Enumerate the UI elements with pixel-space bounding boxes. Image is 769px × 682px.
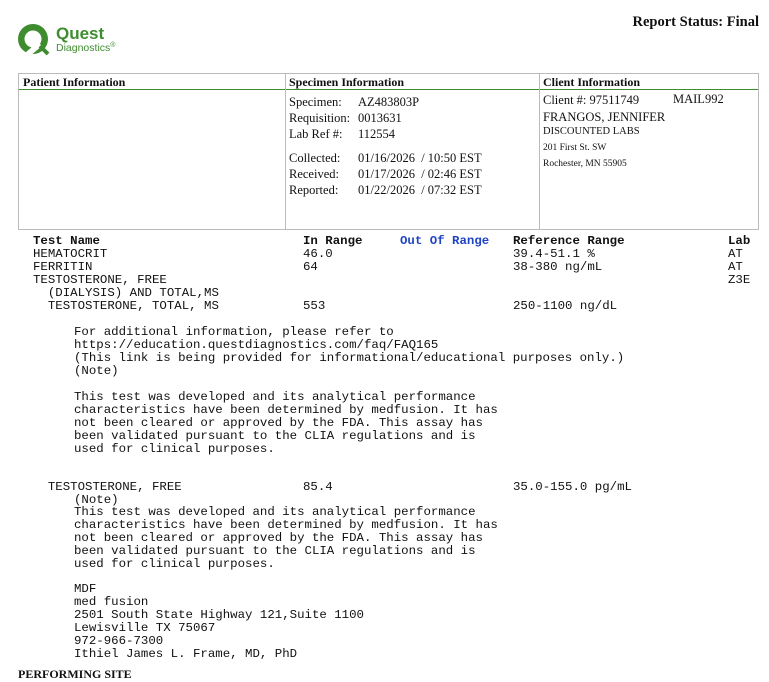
- received-label: Received:: [289, 167, 339, 181]
- note-line: not been cleared or approved by the FDA. This assay has: [74, 531, 483, 545]
- reference-range: 35.0-155.0 pg/mL: [513, 480, 632, 494]
- col-reference-range: Reference Range: [513, 234, 625, 248]
- in-range-value: 46.0: [303, 247, 333, 261]
- specimen-label: Specimen:: [289, 95, 342, 109]
- note-link: https://education.questdiagnostics.com/faq/FAQ165: [74, 338, 439, 352]
- info-table: [18, 73, 759, 230]
- col-test-name: Test Name: [33, 234, 100, 248]
- lab-code: AT: [728, 247, 743, 261]
- note-line: (This link is being provided for informational/educational purposes only.): [74, 351, 625, 365]
- requisition-label: Requisition:: [289, 111, 351, 125]
- note-line: been validated pursuant to the CLIA regulations and is: [74, 544, 476, 558]
- collected-value: 01/16/2026 / 10:50 EST: [358, 151, 482, 165]
- site-line: MDF: [74, 582, 97, 596]
- in-range-value: 553: [303, 299, 326, 313]
- labref-label: Lab Ref #:: [289, 127, 343, 141]
- note-line: used for clinical purposes.: [74, 442, 275, 456]
- client-number: Client #: 97511749: [543, 93, 640, 107]
- client-lab: DISCOUNTED LABS: [543, 126, 640, 137]
- note-line: not been cleared or approved by the FDA. This assay has: [74, 416, 483, 430]
- test-name: (DIALYSIS) AND TOTAL,MS: [33, 286, 219, 300]
- patient-header: Patient Information: [19, 74, 285, 90]
- note-line: This test was developed and its analytical performance: [74, 390, 476, 404]
- col-lab: Lab: [728, 234, 751, 248]
- site-line: Lewisville TX 75067: [74, 621, 216, 635]
- quest-logo-icon: [16, 22, 52, 58]
- test-name: TESTOSTERONE, TOTAL, MS: [33, 299, 219, 313]
- reported-label: Reported:: [289, 183, 339, 197]
- in-range-value: 85.4: [303, 480, 333, 494]
- note-line: characteristics have been determined by medfusion. It has: [74, 518, 498, 532]
- labref-value: 112554: [358, 127, 396, 141]
- note-line: characteristics have been determined by medfusion. It has: [74, 403, 498, 417]
- site-line: Ithiel James L. Frame, MD, PhD: [74, 647, 298, 661]
- col-out-of-range: Out Of Range: [400, 234, 490, 248]
- brand-name: Quest: [56, 24, 105, 43]
- quest-logo: [16, 20, 126, 60]
- received-value: 01/17/2026 / 02:46 EST: [358, 167, 482, 181]
- site-line: med fusion: [74, 595, 149, 609]
- brand-sub: Diagnostics®: [56, 42, 116, 54]
- note-label: (Note): [74, 493, 119, 507]
- client-name: FRANGOS, JENNIFER: [543, 110, 666, 124]
- report-status: Report Status: Final: [632, 14, 759, 30]
- lab-code: AT: [728, 260, 743, 274]
- requisition-value: 0013631: [358, 111, 402, 125]
- in-range-value: 64: [303, 260, 318, 274]
- test-name: HEMATOCRIT: [33, 247, 108, 261]
- test-name: TESTOSTERONE, FREE: [33, 273, 167, 287]
- reported-value: 01/22/2026 / 07:32 EST: [358, 183, 482, 197]
- specimen-header: Specimen Information: [285, 74, 539, 90]
- note-line: This test was developed and its analytical performance: [74, 505, 476, 519]
- collected-label: Collected:: [289, 151, 341, 165]
- reference-range: 38-380 ng/mL: [513, 260, 603, 274]
- client-addr1: 201 First St. SW: [543, 143, 607, 153]
- reference-range: 250-1100 ng/dL: [513, 299, 618, 313]
- note-line: been validated pursuant to the CLIA regulations and is: [74, 429, 476, 443]
- footer-heading: PERFORMING SITE: [18, 667, 132, 681]
- test-name: TESTOSTERONE, FREE: [33, 480, 182, 494]
- client-addr2: Rochester, MN 55905: [543, 159, 627, 169]
- site-line: 972-966-7300: [74, 634, 164, 648]
- col-in-range: In Range: [303, 234, 363, 248]
- client-header: Client Information: [539, 74, 758, 90]
- note-line: (Note): [74, 364, 119, 378]
- client-mail: MAIL992: [673, 92, 724, 106]
- test-name: FERRITIN: [33, 260, 93, 274]
- note-line: For additional information, please refer to: [74, 325, 394, 339]
- site-line: 2501 South State Highway 121,Suite 1100: [74, 608, 364, 622]
- reference-range: 39.4-51.1 %: [513, 247, 595, 261]
- lab-code: Z3E: [728, 273, 751, 287]
- specimen-value: AZ483803P: [358, 95, 420, 109]
- note-line: used for clinical purposes.: [74, 557, 275, 571]
